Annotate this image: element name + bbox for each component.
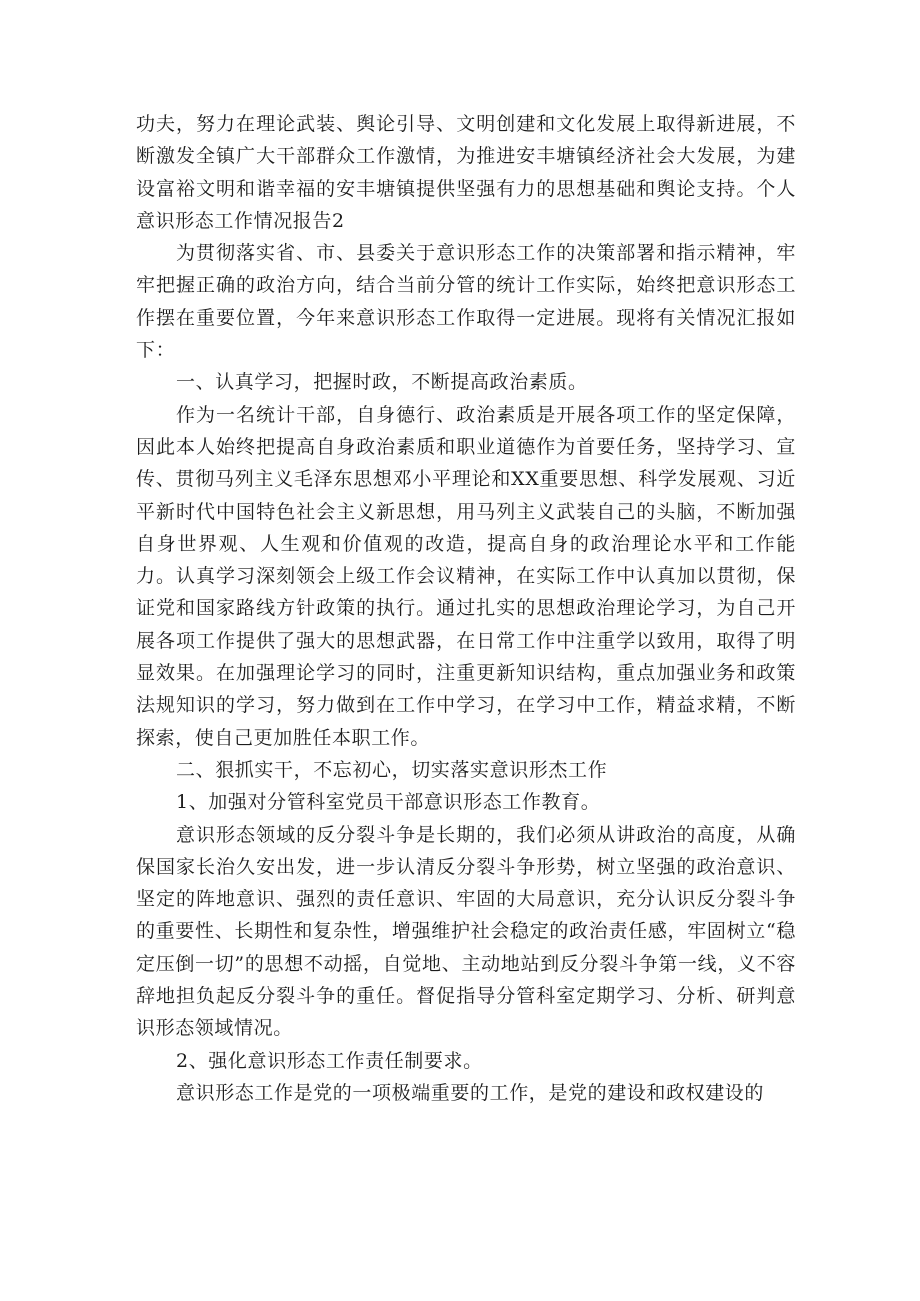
paragraph-5: 意识形态工作是党的一项极端重要的工作，是党的建设和政权建设的 [176,1081,765,1104]
paragraph-1: 功夫，努力在理论武装、舆论引导、文明创建和文化发展上取得新进展，不断激发全镇广大干部群众工作激情，为推进安丰塘镇经济社会大发展，为建设富裕文明和谐幸福的安丰塘镇提供坚强有力的思想基础和舆论支持。个人意识形态工作情况报告2 [136,113,796,232]
subsection-heading-1: 1、加强对分管科室党员干部意识形态工作教育。 [176,791,601,814]
paragraph-2: 为贯彻落实省、市、县委关于意识形态工作的决策部署和指示精神，牢牢把握正确的政治方向，结合当前分管的统计工作实际，始终把意识形态工作摆在重要位置，今年来意识形态工作取得一定进展。现将有关情况汇报如下： [136,242,796,362]
subsection-heading-2: 2、强化意识形态工作责任制要求。 [176,1049,483,1072]
paragraph-3: 作为一名统计干部，自身德行、政治素质是开展各项工作的坚定保障，因此本人始终把提高自身政治素质和职业道德作为首要任务，坚持学习、宣传、贯彻马列主义毛泽东思想邓小平理论和XX重要思想、科学发展观、习近平新时代中国特色社会主义新思想，用马列主义武装自己的头脑，不断加强自身世界观、人生观和价值观的改造，提高自身的政治理论水平和工作能力。认真学习深刻领会上级工作会议精神，在实际工作中认真加以贯彻，保证党和国家路线方针政策的执行。通过扎实的思想政治理论学习，为自己开展各项工作提供了强大的思想武器，在日常工作中注重学以致用，取得了明显效果。在加强理论学习的同时，注重更新知识结构，重点加强业务和政策法规知识的学习，努力做到在工作中学习，在学习中工作，精益求精，不断探索，使自己更加胜任本职工作。 [136,403,796,749]
section-heading-2: 二、狠抓实干，不忘初心，切实落实意识形杰工作 [176,758,608,781]
document-body [136,108,796,1109]
paragraph-4: 意识形态领域的反分裂斗争是长期的，我们必须从讲政治的高度，从确保国家长治久安出发，进一步认清反分裂斗争形势，树立坚强的政治意识、坚定的阵地意识、强烈的责任意识、牢固的大局意识，充分认识反分裂斗争的重要性、长期性和复杂性，增强维护社会稳定的政治责任感，牢固树立“稳定压倒一切”的思想不动摇，自觉地、主动地站到反分裂斗争第一线，义不容辞地担负起反分裂斗争的重任。督促指导分管科室定期学习、分析、研判意识形态领域情况。 [136,823,796,1040]
section-heading-1: 一、认真学习，把握时政，不断提高政治素质。 [176,371,588,394]
